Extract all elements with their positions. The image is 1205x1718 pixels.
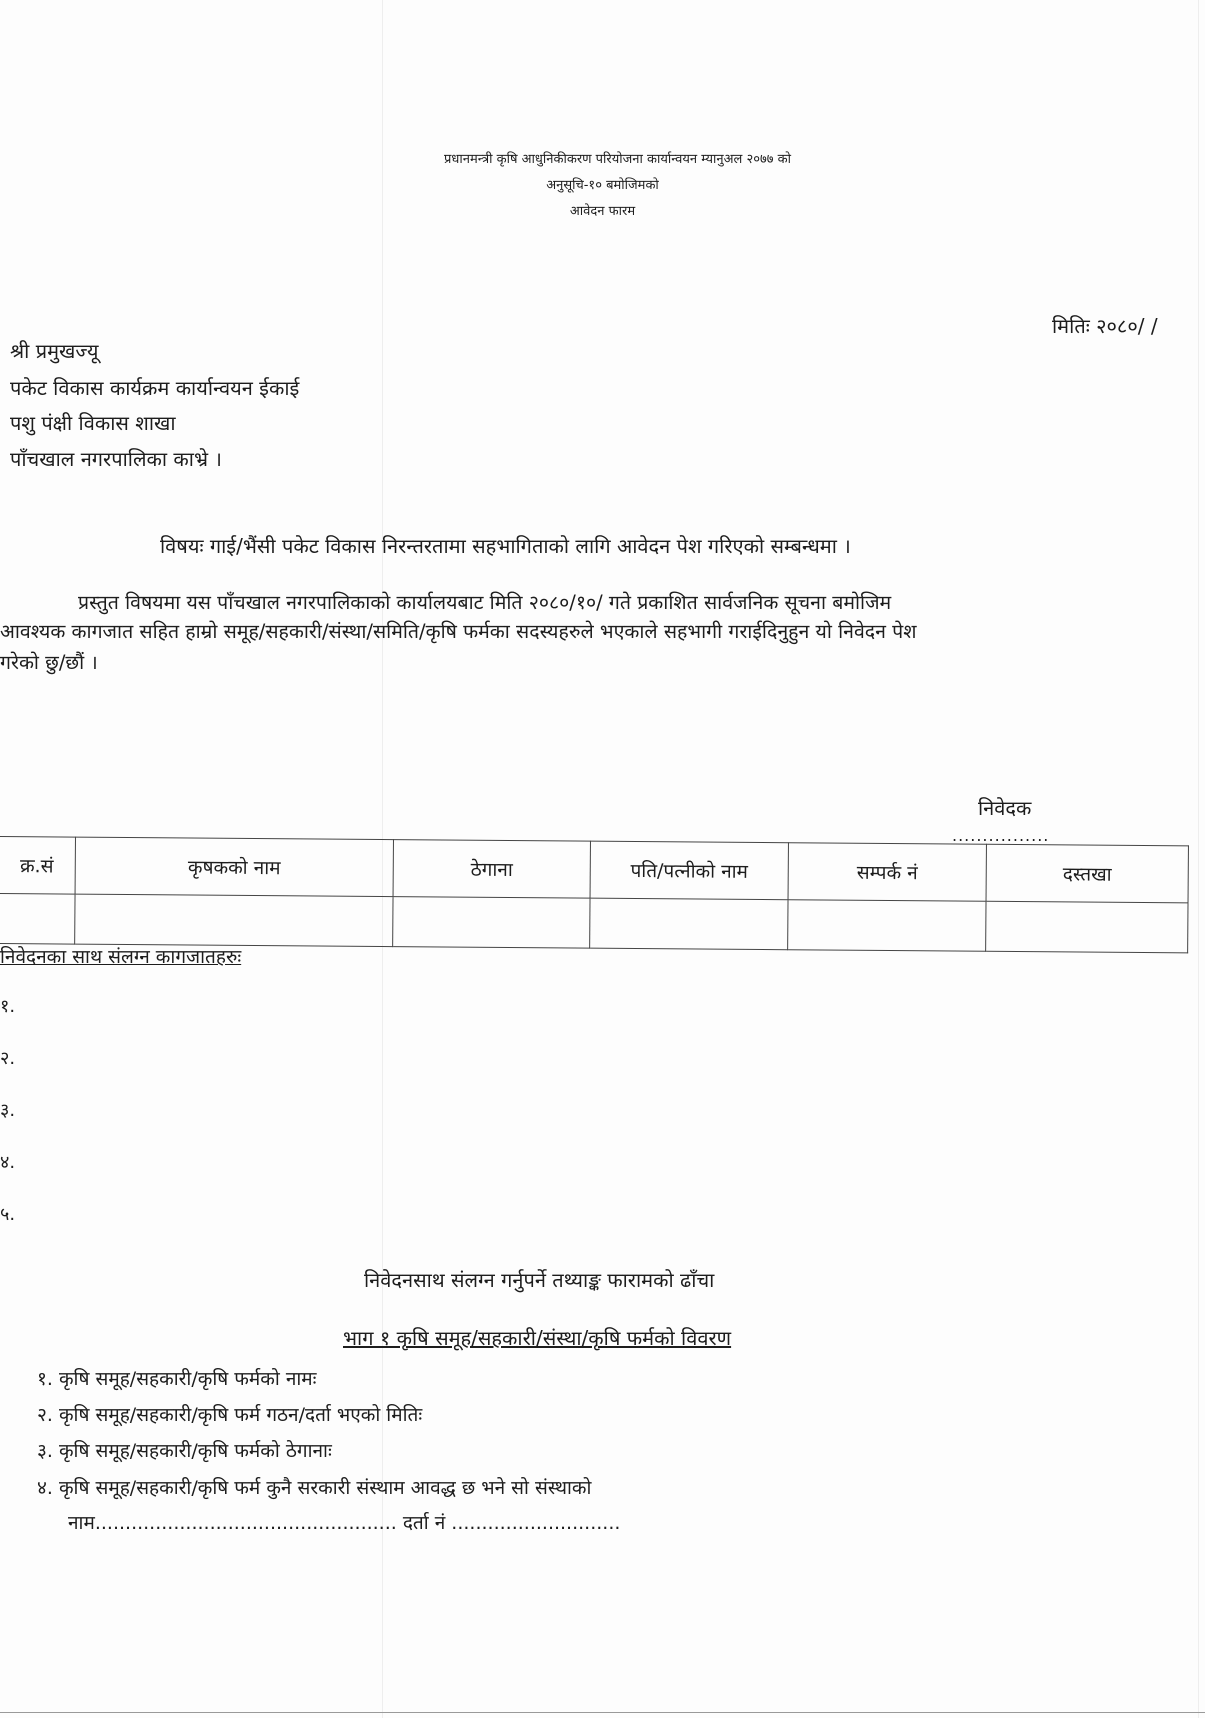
attachments-heading: निवेदनका साथ संलग्न कागजातहरुः <box>0 946 242 968</box>
attachment-item: १. <box>0 996 16 1017</box>
table-header-farmer-name: कृषकको नाम <box>75 837 393 896</box>
addressee-line: पकेट विकास कार्यक्रम कार्यान्वयन ईकाई <box>10 376 300 400</box>
date-field: मितिः २०८०/ / <box>1052 314 1158 338</box>
table-cell[interactable] <box>590 898 788 950</box>
table-header-spouse-name: पति/पत्नीको नाम <box>590 841 788 900</box>
addressee-line: पशु पंक्षी विकास शाखा <box>10 411 176 435</box>
subject-line: विषयः गाई/भैंसी पकेट विकास निरन्तरतामा सहभागिताको लागि आवेदन पेश गरिएको सम्बन्धमा । <box>160 534 851 558</box>
detail-item: ३. कृषि समूह/सहकारी/कृषि फर्मको ठेगानाः <box>37 1440 332 1462</box>
section-subtitle: भाग १ कृषि समूह/सहकारी/संस्था/कृषि फर्मको विवरण <box>343 1326 732 1350</box>
header-form-name: आवेदन फारम <box>569 204 636 219</box>
page-bottom-edge <box>0 1712 1205 1713</box>
table-cell[interactable] <box>788 900 986 952</box>
attachment-item: ३. <box>0 1100 16 1121</box>
section-title: निवेदनसाथ संलग्न गर्नुपर्ने तथ्याङ्क फारामको ढाँचा <box>364 1268 715 1292</box>
addressee-line: श्री प्रमुखज्यू <box>10 339 99 363</box>
table-header-signature: दस्तखा <box>986 844 1188 903</box>
detail-item-continuation: नाम.................................................. दर्ता नं ............................ <box>68 1512 621 1534</box>
body-paragraph: प्रस्तुत विषयमा यस पाँचखाल नगरपालिकाको कार्यालयबाट मिति २०८०/१०/ गते प्रकाशित सार्वजनिक सूचना बमोजिम <box>78 591 892 614</box>
table-cell[interactable] <box>986 901 1188 953</box>
detail-item: २. कृषि समूह/सहकारी/कृषि फर्म गठन/दर्ता भएको मितिः <box>37 1404 423 1426</box>
attachment-item: ५. <box>0 1204 16 1225</box>
farmer-table <box>0 836 1189 953</box>
table-cell[interactable] <box>75 894 393 946</box>
detail-item: ४. कृषि समूह/सहकारी/कृषि फर्म कुनै सरकारी संस्थाम आवद्ध छ भने सो संस्थाको <box>37 1477 592 1499</box>
detail-item: १. कृषि समूह/सहकारी/कृषि फर्मको नामः <box>37 1368 317 1390</box>
addressee-line: पाँचखाल नगरपालिका काभ्रे । <box>10 447 222 471</box>
signature-label: निवेदक <box>978 796 1032 820</box>
table-header-serial: क्र.सं <box>0 837 75 895</box>
table-header-contact: सम्पर्क नं <box>788 843 986 902</box>
table-cell[interactable] <box>393 897 590 949</box>
header-title: प्रधानमन्त्री कृषि आधुनिकीकरण परियोजना कार्यान्वयन म्यानुअल २०७७ को <box>443 152 792 167</box>
body-paragraph: गरेको छु/छौं । <box>0 651 98 674</box>
attachment-item: ४. <box>0 1152 16 1173</box>
table-header-address: ठेगाना <box>393 840 590 899</box>
attachment-item: २. <box>0 1048 16 1069</box>
body-paragraph: आवश्यक कागजात सहित हाम्रो समूह/सहकारी/संस्था/समिति/कृषि फर्मका सदस्यहरुले भएकाले सहभागी गराईदिनुहुन यो निवेदन पेश <box>0 620 917 643</box>
table-cell[interactable] <box>0 894 75 945</box>
signature-line: ................ <box>952 826 1050 845</box>
scan-artifact <box>1198 0 1199 1718</box>
header-subtitle: अनुसूचि-१० बमोजिमको <box>546 178 659 193</box>
table-header-row <box>0 837 1188 903</box>
